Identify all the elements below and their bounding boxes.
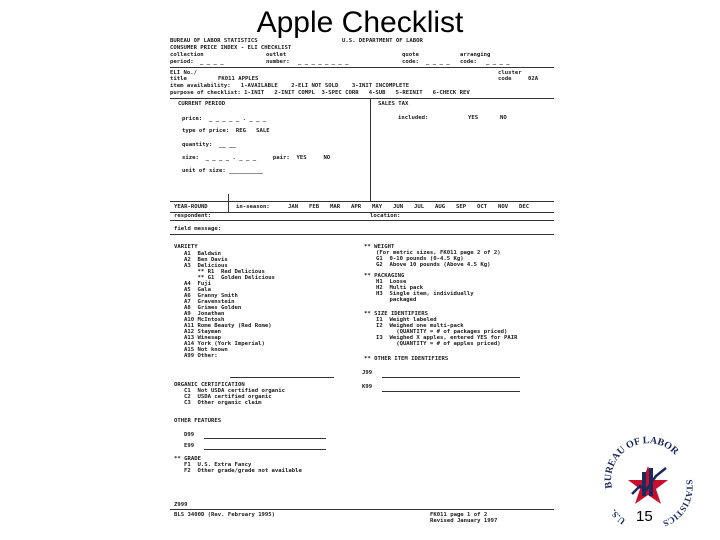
packaging-item[interactable]: H1 Loose [376,279,407,285]
size-identifier-item[interactable]: I1 Weight labeled [376,317,437,323]
checklist-form [170,38,558,528]
arranging-blanks: _ _ _ _ [486,59,510,65]
sales-tax-yes[interactable]: YES [468,115,479,121]
variety-item[interactable]: ** G1 Golden Delicious [184,275,275,281]
page-number: 15 [636,508,653,525]
variety-item[interactable]: A10 McIntosh [184,317,225,323]
unit-of-size-field[interactable]: unit of size: __________ [182,168,263,174]
number-label: number: [266,59,290,65]
month-feb[interactable]: FEB [309,204,320,210]
seal-text-left: U.S. [608,507,628,527]
divider [170,212,554,213]
variety-item[interactable]: A3 Delicious [184,263,228,269]
weight-item[interactable]: (For metric sizes, FK011 page 2 of 2) [376,250,501,256]
variety-item[interactable]: A99 Other: [184,353,218,359]
seal-bar-icon [649,468,653,496]
respondent-label[interactable]: respondent: [174,213,212,219]
j99-label: J99 [362,370,373,376]
item-availability: item availability: 1-AVAILABLE 2-ELI NOT SOLD 3-INIT INCOMPLETE [170,83,410,89]
type-of-price-field[interactable]: type of price: REG SALE [182,128,270,134]
variety-item[interactable]: ** R1 Red Delicious [184,269,265,275]
d99-input-line[interactable] [204,438,326,439]
month-jul[interactable]: JUL [414,204,425,210]
d99-label: D99 [184,432,195,438]
sales-tax-included-label: included: [398,115,429,121]
variety-item[interactable]: A4 Fuji [184,281,211,287]
quote-label: quote [402,52,419,58]
agency-name: BUREAU OF LABOR STATISTICS [170,38,258,44]
sales-tax-heading: SALES TAX [378,101,409,107]
weight-item[interactable]: G2 Above 10 pounds (Above 4.5 Kg) [376,262,491,268]
form-page: FK011 page 1 of 2 [430,512,488,518]
form-number: BLS 3400D (Rev. February 1995) [174,512,276,518]
divider [170,509,554,510]
month-may[interactable]: MAY [372,204,383,210]
variety-item[interactable]: A13 Winesap [184,335,222,341]
month-apr[interactable]: APR [351,204,362,210]
e99-label: E99 [184,443,195,449]
size-identifier-item: (QUANTITY = # of apples priced) [376,341,501,347]
seal-text-top: BUREAU OF LABOR [602,435,681,490]
variety-heading: VARIETY [174,244,198,250]
other-variety-line [230,377,334,378]
size-identifier-item[interactable]: I2 Weighed one multi-pack [376,323,464,329]
grade-item[interactable]: F2 Other grade/grade not available [184,468,302,474]
outlet-label: outlet [266,52,287,58]
e99-input-line[interactable] [204,449,326,450]
cluster-code-label: code [498,76,512,82]
variety-item[interactable]: A12 Stayman [184,329,222,335]
in-season-label: in-season: [236,204,270,210]
size-identifiers-heading: ** SIZE IDENTIFIERS [364,311,428,317]
form-revised: Revised January 1997 [430,518,498,524]
month-dec[interactable]: DEC [519,204,530,210]
price-field[interactable]: price: _ _ _ _ _ . _ _ _ [182,116,267,122]
other-identifiers-heading: ** OTHER ITEM IDENTIFIERS [364,356,449,362]
packaging-item: packaged [376,297,417,303]
weight-item[interactable]: G1 0-10 pounds (0-4.5 Kg) [376,256,464,262]
eli-number-label: ELI No./ [170,70,197,76]
variety-item[interactable]: A9 Jonathan [184,311,225,317]
size-field[interactable]: size: _ _ _ _ . _ _ _ pair: YES NO [182,155,331,161]
column-divider [370,99,371,201]
grade-heading: ** GRADE [174,456,201,462]
variety-item[interactable]: A1 Baldwin [184,251,222,257]
month-jun[interactable]: JUN [393,204,404,210]
number-blanks: _ _ _ _ _ _ _ _ [298,59,349,65]
eli-title-value: FK011 APPLES [218,76,259,82]
period-blanks: _ _ _ _ [200,59,224,65]
month-oct[interactable]: OCT [477,204,488,210]
variety-item[interactable]: A7 Gravenstein [184,299,235,305]
organic-heading: ORGANIC CERTIFICATION [174,382,245,388]
eli-title-label: title [170,76,187,82]
packaging-item[interactable]: H2 Multi pack [376,285,424,291]
quantity-field[interactable]: quantity: __ __ [182,142,236,148]
sales-tax-no[interactable]: NO [500,115,507,121]
divider [170,220,554,221]
month-sep[interactable]: SEP [456,204,467,210]
seal-text-right: STATISTICS [661,478,695,529]
location-label[interactable]: location: [370,213,401,219]
j99-input-line[interactable] [382,377,520,378]
k99-label: K99 [362,384,373,390]
size-identifier-item: (QUANTITY = # of packages priced) [376,329,508,335]
cluster-code-value: 02A [528,76,539,82]
divider [170,67,554,68]
year-round-label[interactable]: YEAR-ROUND [174,204,208,210]
grade-item[interactable]: F1 U.S. Extra Fancy [184,462,252,468]
month-nov[interactable]: NOV [498,204,509,210]
field-message-label[interactable]: field message: [174,226,222,232]
checklist-purpose: purpose of checklist: 1-INIT 2-INIT COMPL 3-SPEC CORR 4-SUB 5-REINIT 6-CHECK REV [170,90,470,96]
month-aug[interactable]: AUG [435,204,446,210]
cluster-label: cluster [498,70,522,76]
variety-item[interactable]: A5 Gala [184,287,211,293]
column-divider [228,194,229,212]
variety-item[interactable]: A15 Not known [184,347,228,353]
z999-label: Z999 [174,502,188,508]
variety-item[interactable]: A2 Ben Davis [184,257,228,263]
organic-item[interactable]: C1 Not USDA certified organic [184,388,286,394]
month-jan[interactable]: JAN [288,204,299,210]
size-identifier-item[interactable]: I3 Weighed X apples, entered YES for PAIR [376,335,518,341]
variety-item[interactable]: A6 Granny Smith [184,293,238,299]
weight-heading: ** WEIGHT [364,244,395,250]
organic-item[interactable]: C3 Other organic claim [184,400,262,406]
variety-item[interactable]: A14 York (York Imperial) [184,341,265,347]
arranging-label: arranging [460,52,491,58]
packaging-item[interactable]: H3 Single item, individually [376,291,474,297]
month-mar[interactable]: MAR [330,204,341,210]
organic-item[interactable]: C2 USDA certified organic [184,394,272,400]
divider [170,234,554,235]
seal-bar-icon [642,472,646,496]
code-blanks: _ _ _ _ [426,59,450,65]
other-features-heading: OTHER FEATURES [174,418,222,424]
period-label: period: [170,59,194,65]
slide-title: Apple Checklist [256,6,464,39]
program-name: CONSUMER PRICE INDEX - ELI CHECKLIST [170,45,292,51]
code-label: code: [402,59,419,65]
packaging-heading: ** PACKAGING [364,273,405,279]
department-name: U.S. DEPARTMENT OF LABOR [342,38,423,44]
variety-item[interactable]: A11 Rome Beauty (Red Rome) [184,323,272,329]
variety-item[interactable]: A8 Grimes Golden [184,305,242,311]
k99-input-line[interactable] [382,391,520,392]
arranging-code-label: code: [460,59,477,65]
collection-label: collection [170,52,204,58]
divider [170,98,554,99]
current-period-heading: CURRENT PERIOD [178,101,226,107]
